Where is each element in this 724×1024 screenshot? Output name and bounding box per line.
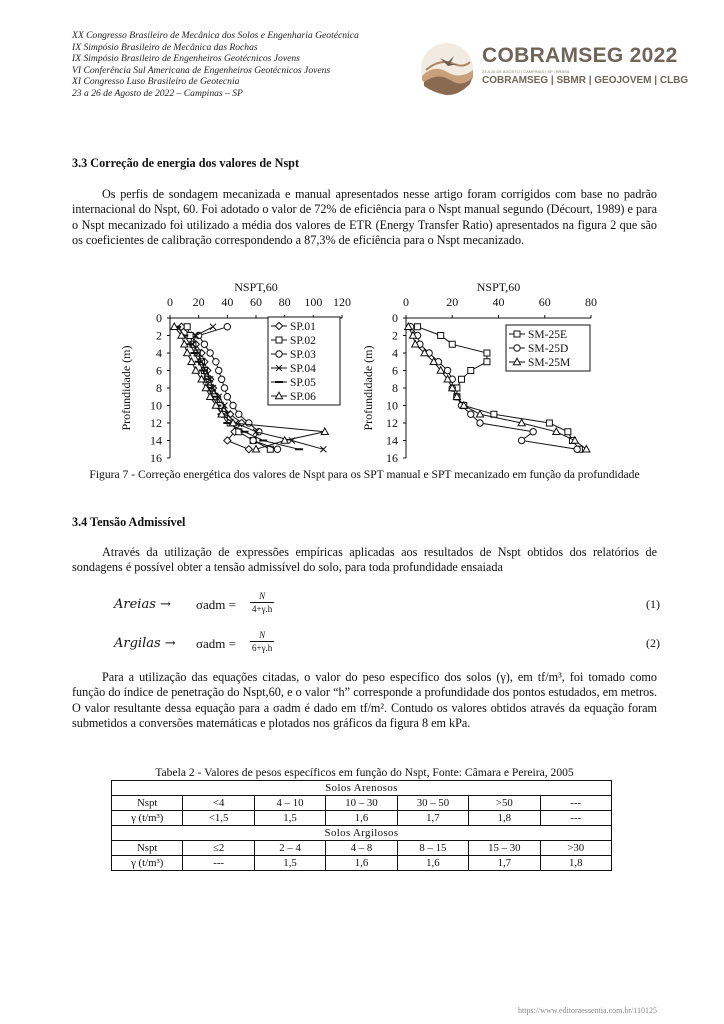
table-cell: --- [540, 811, 611, 826]
table-cell: 4 – 10 [254, 796, 325, 811]
figure-caption: Figura 7 - Correção energética dos valores de Nspt para os SPT manual e SPT mecanizado em função da profundidade [89, 468, 640, 481]
table-cell: 8 – 15 [397, 841, 468, 856]
y-tick-label: 2 [156, 328, 162, 343]
legend-label: SP.02 [290, 335, 316, 347]
equation-1-numerator: N [259, 591, 266, 601]
data-point [444, 367, 450, 373]
data-point [236, 411, 242, 417]
data-point [192, 367, 199, 374]
logo-emblem-icon [420, 42, 476, 96]
table-cell: 1,7 [397, 811, 468, 826]
legend-marker [276, 351, 282, 357]
x-tick-label: 100 [304, 295, 323, 309]
data-point [415, 324, 421, 330]
data-point [250, 437, 256, 443]
legend-label: SP.05 [290, 377, 316, 389]
unit-weight-table [111, 780, 612, 871]
equation-1-lhs: Areias → [114, 597, 171, 612]
cobramseg-logo [420, 42, 690, 96]
table-cell: 1,6 [326, 811, 397, 826]
table-cell: <4 [183, 796, 254, 811]
data-point [546, 420, 552, 426]
table-cell: γ (t/m³) [112, 811, 183, 826]
data-point [184, 349, 191, 356]
y-tick-label: 6 [156, 363, 162, 378]
x-tick-label: 60 [538, 295, 551, 309]
equation-1-sigma: σadm = [196, 597, 236, 612]
data-point [218, 376, 224, 382]
x-tick-label: 20 [192, 295, 205, 309]
section-heading-3-3: 3.3 Correção de energia dos valores de Nspt [72, 156, 300, 170]
y-tick-label: 16 [386, 451, 398, 465]
x-tick-label: 0 [167, 295, 173, 309]
equation-1-denominator: 4+γ.h [252, 604, 273, 614]
logo-subtitle: 23 A 26 DE AGOSTO | CAMPINAS | SP | BRASIL [482, 69, 571, 74]
table-cell: 1,5 [254, 811, 325, 826]
table-cell: 4 – 8 [326, 841, 397, 856]
equation-2 [114, 630, 660, 660]
legend-marker [514, 331, 520, 337]
legend-marker [514, 345, 520, 351]
legend-marker [276, 337, 282, 343]
table-cell: 1,6 [397, 856, 468, 871]
y-tick-label: 0 [156, 311, 162, 325]
data-point [484, 350, 490, 356]
table-cell: >30 [540, 841, 611, 856]
table-cell: 10 – 30 [326, 796, 397, 811]
y-axis-label: Profundidade (m) [361, 345, 375, 431]
data-point [224, 394, 230, 400]
data-point [438, 333, 444, 339]
x-tick-label: 20 [446, 295, 459, 309]
table-cell: 30 – 50 [397, 796, 468, 811]
table-cell: 1,6 [326, 856, 397, 871]
y-tick-label: 2 [392, 328, 398, 343]
legend-label: SP.04 [290, 363, 316, 375]
data-point [583, 445, 590, 452]
y-tick-label: 10 [150, 398, 162, 413]
x-tick-label: 0 [403, 295, 409, 309]
y-tick-label: 4 [392, 346, 398, 360]
table-cell: >50 [469, 796, 540, 811]
x-tick-label: 40 [221, 295, 234, 309]
chart-title: NSPT,60 [476, 280, 521, 294]
header-line: XI Congresso Luso Brasileiro de Geotecnia [72, 76, 240, 88]
data-point [213, 359, 219, 365]
table-cell: 1,8 [540, 856, 611, 871]
data-point [468, 411, 474, 417]
header-line: IX Simpósio Brasileiro de Engenheiros Geotécnicos Jovens [72, 53, 300, 65]
equation-2-sigma: σadm = [196, 636, 236, 651]
legend-label: SM-25E [528, 329, 567, 341]
data-point [477, 420, 483, 426]
y-tick-label: 6 [392, 363, 398, 378]
table-cell: Nspt [112, 841, 183, 856]
x-tick-label: 80 [278, 295, 291, 309]
data-point [201, 341, 207, 347]
table-cell: 15 – 30 [469, 841, 540, 856]
equation-1 [114, 591, 660, 621]
x-tick-label: 120 [333, 295, 351, 309]
data-point [246, 420, 252, 426]
data-point [221, 385, 227, 391]
data-point [468, 368, 474, 374]
data-point [459, 376, 465, 382]
logo-title: COBRAMSEG 2022 [482, 44, 678, 67]
y-tick-label: 14 [386, 433, 398, 448]
table-caption: Tabela 2 - Valores de pesos específicos em função do Nspt, Fonte: Câmara e Pereira, 2005 [155, 766, 574, 779]
y-axis-label: Profundidade (m) [119, 345, 133, 431]
table-cell: 1,8 [469, 811, 540, 826]
paragraph-unit-weight: Para a utilização das equações citadas, o valor do peso específico dos solos (γ), em tf/m³, foi tomado como função do índice de penetração do Nspt,60, e o valor “h” corresponde a profundidade dos pontos estudados, em metros. O valor resultante dessa equação para a σadm é dado em tf/m². Contudo os valores obtidos através da equação foram submetidos a conversões matemáticas e plotados nos gráficos da figura 8 em kPa. [72, 670, 657, 731]
y-tick-label: 8 [156, 381, 162, 395]
y-tick-label: 12 [386, 416, 398, 430]
x-tick-label: 40 [492, 295, 505, 309]
x-tick-label: 80 [585, 295, 597, 309]
section-heading-3-4: 3.4 Tensão Admissível [72, 515, 186, 529]
data-point [230, 402, 236, 408]
data-point [320, 446, 326, 452]
legend-label: SM-25D [528, 343, 569, 355]
table-cell: 1,5 [254, 856, 325, 871]
table-cell: ≤2 [183, 841, 254, 856]
table-section-title: Solos Arenosos [112, 781, 612, 796]
data-point [274, 446, 280, 452]
congress-header [72, 30, 359, 100]
data-point [245, 446, 252, 453]
data-point [484, 359, 490, 365]
table-section-title: Solos Argilosos [112, 826, 612, 841]
data-point [530, 429, 536, 435]
legend-label: SP.01 [290, 321, 316, 333]
equation-2-numerator: N [259, 630, 266, 640]
figure-7-charts [72, 278, 652, 466]
x-tick-label: 60 [250, 295, 262, 309]
equation-2-fraction [250, 630, 274, 653]
y-tick-label: 10 [386, 398, 398, 413]
table-cell: 1,7 [469, 856, 540, 871]
header-line: VI Conferência Sul Americana de Engenheiros Geotécnicos Jovens [72, 64, 331, 76]
equation-2-lhs: Argilas → [114, 636, 176, 651]
table-cell: Nspt [112, 796, 183, 811]
data-point [184, 324, 190, 330]
header-line: XX Congresso Brasileiro de Mecânica dos Solos e Engenharia Geotécnica [72, 30, 359, 41]
legend-label: SP.03 [290, 349, 316, 361]
data-point [449, 341, 455, 347]
table-row [112, 841, 612, 856]
data-point [207, 350, 213, 356]
table-row [112, 796, 612, 811]
logo-organizations: COBRAMSEG | SBMR | GEOJOVEM | CLBG [482, 75, 689, 86]
chart-title: NSPT,60 [234, 280, 278, 294]
data-point [518, 437, 524, 443]
footer-url: https://www.editoraessentia.com.br/110125 [518, 1006, 657, 1015]
equation-2-denominator: 6+γ.h [252, 643, 273, 653]
y-tick-label: 0 [392, 311, 398, 325]
header-line: IX Simpósio Brasileiro de Mecânica das Rochas [72, 41, 258, 53]
y-tick-label: 14 [150, 433, 162, 448]
header-line: 23 a 26 de Agosto de 2022 – Campinas – SP [72, 87, 243, 99]
paragraph-admissible-stress: Através da utilização de expressões empíricas aplicadas aos resultados de Nspt obtidos dos relatórios de sondagens é possível obter a tensão admissível do solo, para toda profundidade ensaiada [72, 545, 657, 575]
data-point [574, 446, 580, 452]
y-tick-label: 8 [392, 381, 398, 395]
table-cell: --- [540, 796, 611, 811]
data-point [224, 324, 230, 330]
legend-label: SP.06 [290, 391, 316, 403]
legend-label: SM-25M [528, 357, 571, 369]
data-point [565, 429, 571, 435]
y-tick-label: 12 [150, 416, 162, 430]
data-point [210, 324, 216, 330]
table-row [112, 856, 612, 871]
table-cell: 2 – 4 [254, 841, 325, 856]
equation-1-fraction [250, 591, 274, 614]
y-tick-label: 16 [150, 451, 162, 465]
data-point [188, 358, 195, 365]
equation-1-number: (1) [646, 597, 660, 611]
table-cell: γ (t/m³) [112, 856, 183, 871]
equation-2-number: (2) [646, 636, 660, 650]
data-point [216, 367, 222, 373]
paragraph-energy-correction: Os perfis de sondagem mecanizada e manual apresentados nesse artigo foram corrigidos com base no padrão internacional do Nspt, 60. Foi adotado o valor de 72% de eficiência para o Nspt manual segundo (Décourt, 1989) e para o Nspt mecanizado foi utilizado a média dos valores de ETR (Energy Transfer Ratio) apresentados na figura 2 que são os coeficientes de calibração correspondendo a 87,3% de eficiência para o Nspt mecanizado. [72, 187, 657, 248]
table-cell: --- [183, 856, 254, 871]
y-tick-label: 4 [156, 346, 162, 360]
table-cell: <1,5 [183, 811, 254, 826]
table-row [112, 811, 612, 826]
